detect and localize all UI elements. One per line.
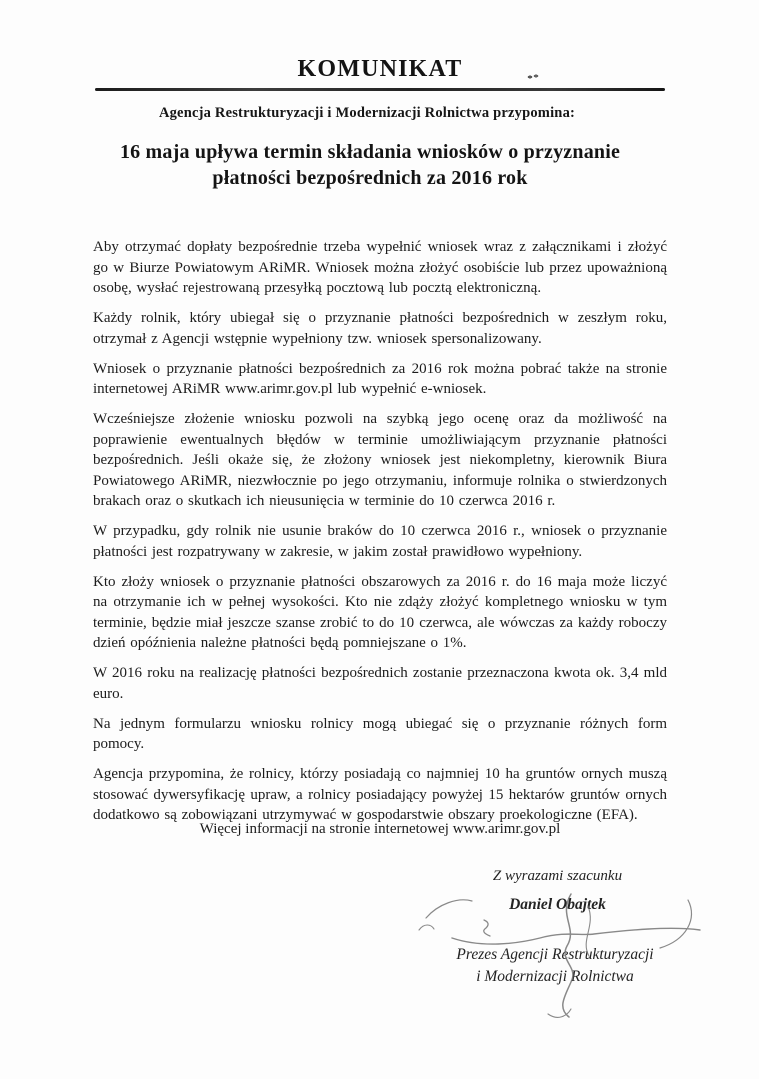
paragraph-1: Aby otrzymać dopłaty bezpośrednie trzeba wypełnić wniosek wraz z załącznikami i złożyć go w Biurze Powiatowym ARiMR. Wniosek można złożyć osobiście lub przez upoważnioną osobę, wysłać rejestrowaną przesyłką pocztową lub pocztą elektroniczną.	[93, 239, 667, 296]
page-title: KOMUNIKAT	[297, 56, 463, 82]
signer-title-line-2: i Modernizacji Rolnictwa	[476, 968, 634, 985]
paragraph-7: W 2016 roku na realizację płatności bezpośrednich zostanie przeznaczona kwota ok. 3,4 mld euro.	[93, 665, 667, 702]
paragraph-3: Wniosek o przyznanie płatności bezpośrednich za 2016 rok można pobrać także na stronie internetowej ARiMR www.arimr.gov.pl lub wypełnić e-wniosek.	[93, 360, 667, 397]
paragraph-8: Na jednym formularzu wniosku rolnicy mogą ubiegać się o przyznanie różnych form pomocy.	[93, 715, 667, 752]
signer-name: Daniel Obajtek	[509, 896, 606, 913]
more-info-line: Więcej informacji na stronie internetowej www.arimr.gov.pl	[199, 821, 561, 837]
paragraph-2: Każdy rolnik, który ubiegał się o przyznanie płatności bezpośrednich w zeszłym roku, otrzymał z Agencji wstępnie wypełniony tzw. wniosek spersonalizowany.	[93, 310, 667, 347]
closing-salutation: Z wyrazami szacunku	[492, 868, 623, 884]
ink-smudge-artifact	[527, 74, 539, 79]
paragraph-5: W przypadku, gdy rolnik nie usunie braków do 10 czerwca 2016 r., wniosek o przyznanie płatności jest rozpatrywany w zakresie, w jakim został prawidłowo wypełniony.	[93, 523, 667, 560]
heading-line-1: 16 maja upływa termin składania wniosków o przyznanie	[119, 141, 621, 163]
title-underline	[95, 88, 665, 91]
body-text	[93, 237, 667, 835]
announcement-heading	[75, 139, 665, 191]
paragraph-4: Wcześniejsze złożenie wniosku pozwoli na szybką jego ocenę oraz da możliwość na poprawienie ewentualnych błędów w terminie umożliwiającym przyznanie płatności bezpośrednich. Jeśli okaże się, że złożony wniosek jest niekompletny, kierownik Biura Powiatowego ARiMR, niezwłocznie po jego otrzymaniu, informuje rolnika o stwierdzonych brakach oraz o skutkach ich nieusunięcia w terminie do 10 czerwca 2016 r.	[93, 411, 667, 509]
agency-reminder-line: Agencja Restrukturyzacji i Modernizacji Rolnictwa przypomina:	[158, 105, 576, 121]
signer-title-line-1: Prezes Agencji Restrukturyzacji	[456, 946, 654, 963]
paragraph-9: Agencja przypomina, że rolnicy, którzy posiadają co najmniej 10 ha gruntów ornych muszą stosować dywersyfikację upraw, a rolnicy posiadający powyżej 15 hektarów gruntów ornych dodatkowo są zobowiązani utrzymywać w gospodarstwie obszary proekologiczne (EFA).	[93, 766, 667, 823]
heading-line-2: płatności bezpośrednich za 2016 rok	[212, 167, 528, 189]
signer-title	[400, 944, 710, 988]
paragraph-6: Kto złoży wniosek o przyznanie płatności obszarowych za 2016 r. do 16 maja może liczyć na otrzymanie ich w pełnej wysokości. Kto nie zdąży złożyć kompletnego wniosku w tym terminie, będzie miał jeszcze szanse zrobić to do 10 czerwca, ale wówczas za każdy roboczy dzień opóźnienia należne płatności będą pomniejszane o 1%.	[93, 573, 667, 651]
